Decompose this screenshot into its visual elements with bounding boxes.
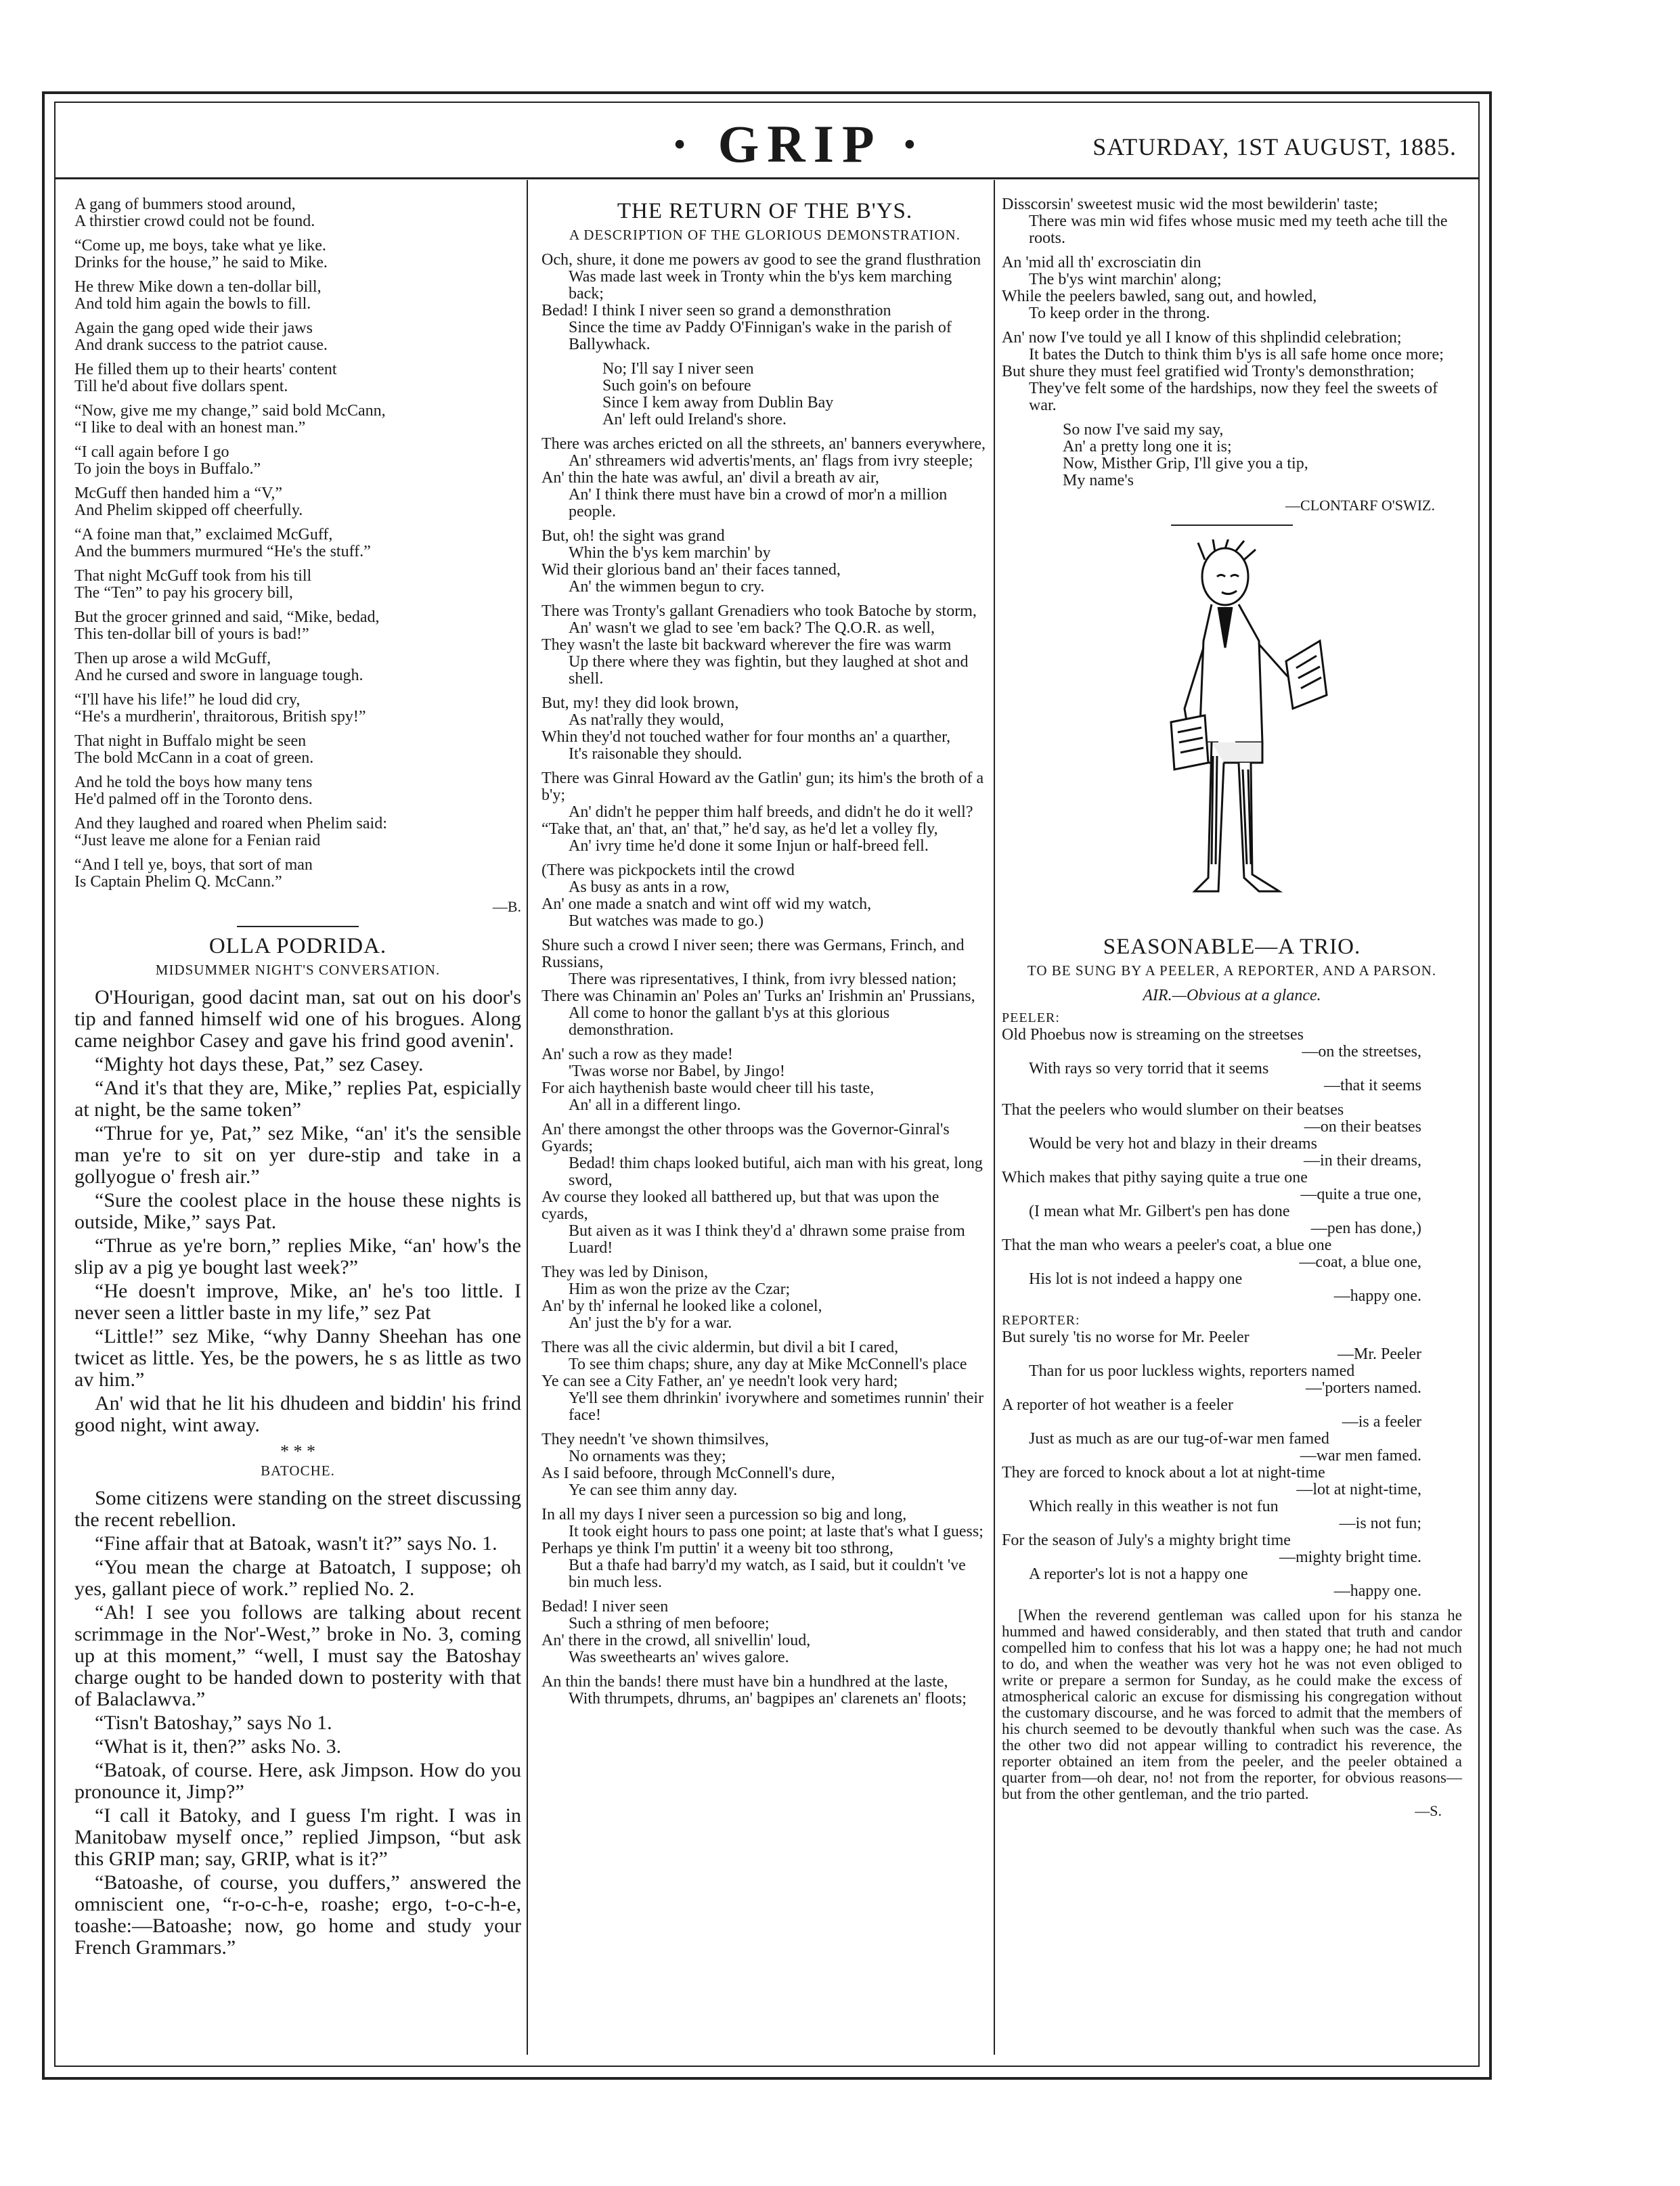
verse-line: —is not fun; (1339, 1515, 1421, 1532)
verse-line: An' wasn't we glad to see 'em back? The Q.O.R. as well, (569, 619, 935, 637)
verse-line: An' the wimmen begun to cry. (569, 578, 765, 596)
seasonable-trio-subheading: TO BE SUNG BY A PEELER, A REPORTER, AND A PARSON. (1027, 962, 1437, 979)
stanza (541, 695, 988, 763)
stanza (74, 650, 521, 684)
stanza (74, 403, 521, 437)
stanza (74, 568, 521, 602)
verse-line: There was all the civic aldermin, but divil a bit I cared, (541, 1339, 899, 1356)
verse-line: Bedad! thim chaps looked butiful, aich man with his great, long sword, (569, 1155, 983, 1189)
verse-line: —quite a true one, (1300, 1186, 1421, 1203)
reporter-verse (1002, 1329, 1462, 1600)
paragraph: “Little!” sez Mike, “why Danny Sheehan has one twicet as little. Yes, be the powers, he s as little as two av him.” (74, 1325, 521, 1391)
verse-line: There was ripresentatives, I think, from ivry blessed nation; (569, 971, 957, 988)
stanza (74, 196, 521, 230)
verse-line: A thirstier crowd could not be found. (74, 213, 315, 230)
stanza (541, 361, 988, 428)
verse-line: —war men famed. (1300, 1447, 1421, 1465)
verse-line: Than for us poor luckless wights, reporters named (1029, 1362, 1355, 1380)
verse-line: It bates the Dutch to think thim b'ys is all safe home once more; (1029, 346, 1444, 363)
verse-line: Just as much as are our tug-of-war men famed (1029, 1430, 1329, 1448)
verse-line: An' just the b'y for a war. (569, 1314, 732, 1332)
verse-line: “Come up, me boys, take what ye like. (74, 237, 326, 254)
verse-line: “Now, give me my change,” said bold McCann, (74, 402, 386, 420)
verse-line: Drinks for the house,” he said to Mike. (74, 254, 328, 271)
column-3 (1002, 196, 1462, 1819)
stanza (541, 603, 988, 688)
batoche-subheading: BATOCHE. (261, 1463, 335, 1479)
verse-line: That night in Buffalo might be seen (74, 732, 307, 750)
paragraph: O'Hourigan, good dacint man, sat out on his door's tip and fanned himself wid one of his brogues. Along came neighbor Casey and gave his frind good avenin'. (74, 986, 521, 1052)
stanza (74, 485, 521, 519)
verse-line: No ornaments was they; (569, 1448, 726, 1465)
verse-line: Perhaps ye think I'm puttin' it a weeny bit too sthrong, (541, 1540, 893, 1557)
return-of-boys-poem-continued (1002, 196, 1462, 489)
seasonable-trio-heading: SEASONABLE—A TRIO. (1103, 935, 1361, 959)
return-of-boys-heading: THE RETURN OF THE B'YS. (617, 199, 913, 223)
header-rule (54, 177, 1478, 179)
reporter-label: REPORTER: (1002, 1313, 1080, 1328)
masthead-title: · GRIP · (671, 114, 927, 173)
verse-line: The b'ys wint marchin' along; (1029, 271, 1222, 288)
verse-line: —happy one. (1333, 1582, 1421, 1600)
verse-line: —pen has done,) (1310, 1220, 1421, 1237)
stanza (541, 1507, 988, 1591)
verse-line: An 'mid all th' excrosciatin din (1002, 254, 1201, 271)
verse-line: To keep order in the throng. (1029, 305, 1210, 322)
verse-line: Bedad! I think I niver seen so grand a demonsthration (541, 302, 891, 319)
stanza (74, 733, 521, 767)
paragraph: “Thrue as ye're born,” replies Mike, “an' how's the slip av a pig ye bought last week?” (74, 1234, 521, 1278)
verse-line: To join the boys in Buffalo.” (74, 460, 261, 478)
verse-line: Old Phoebus now is streaming on the streetses (1002, 1026, 1304, 1044)
stanza (74, 816, 521, 849)
return-of-boys-subheading: A DESCRIPTION OF THE GLORIOUS DEMONSTRATION. (569, 227, 960, 243)
verse-line: —on the streetses, (1302, 1043, 1421, 1061)
verse-line: There was Ginral Howard av the Gatlin' gun; its him's the broth of a b'y; (541, 769, 984, 804)
clontarf-signature: —CLONTARF O'SWIZ. (1285, 497, 1435, 514)
midsummer-subheading: MIDSUMMER NIGHT'S CONVERSATION. (155, 962, 441, 978)
verse-line: Now, Misther Grip, I'll give you a tip, (1063, 455, 1308, 472)
verse-line: Whin they'd not touched wather for four months an' a quarther, (541, 728, 951, 746)
stanza (1002, 422, 1462, 489)
verse-line: —is a feeler (1342, 1413, 1421, 1431)
verse-line: Av course they looked all batthered up, but that was upon the cyards, (541, 1188, 940, 1223)
verse-line: Och, shure, it done me powers av good to see the grand flusthration (541, 251, 981, 269)
verse-line: The bold McCann in a coat of green. (74, 749, 314, 767)
stanza (541, 770, 988, 855)
verse-line: Ye'll see them dhrinkin' ivorywhere and sometimes runnin' their face! (569, 1389, 984, 1424)
verse-line: “I call again before I go (74, 443, 229, 461)
verse-line: —in their dreams, (1304, 1152, 1421, 1169)
verse-line: (There was pickpockets intil the crowd (541, 862, 795, 879)
parson-note: [When the reverend gentleman was called upon for his stanza he hummed and hawed considerably, and then stated that truth and candor compelled him to confess that his lot was a happy one; he had not much to do, and when the weather was very hot he was not even obliged to write or prepare a sermon for Sunday, as he could make the excess of atmospherical caloric an excuse for dismissing his congregation without the customary discourse, and he was forced to admit that the members of his church seemed to be devoutly thankful when such was the case. As the other two did not appear willing to contradict his reverence, the reporter obtained an item from the peeler, and the peeler obtained a quarter from—oh dear, no! not from the reporter, for obvious reasons—but from the other gentleman, and the trio parted. (1002, 1607, 1462, 1802)
stanza (74, 320, 521, 354)
section-divider-2 (1171, 525, 1293, 526)
stanza (1002, 330, 1462, 414)
paragraph: “Sure the coolest place in the house these nights is outside, Mike,” says Pat. (74, 1189, 521, 1233)
verse-line: An' a pretty long one it is; (1063, 438, 1232, 455)
column-rule-1 (527, 180, 528, 2055)
verse-line: Was sweethearts an' wives galore. (569, 1649, 789, 1666)
verse-line: And told him again the bowls to fill. (74, 295, 311, 313)
verse-line: With thrumpets, dhrums, an' bagpipes an' clarenets an' floots; (569, 1690, 967, 1708)
verse-line: They needn't 've shown thimsilves, (541, 1431, 769, 1448)
verse-line: “I like to deal with an honest man.” (74, 419, 306, 437)
verse-line: An thin the bands! there must have bin a hundhred at the laste, (541, 1673, 948, 1691)
stanza (541, 937, 988, 1039)
verse-line: Him as won the prize av the Czar; (569, 1280, 791, 1298)
verse-line: Wid their glorious band an' their faces tanned, (541, 561, 841, 579)
verse-line: And he told the boys how many tens (74, 774, 313, 791)
verse-line: 'Twas worse nor Babel, by Jingo! (569, 1063, 785, 1080)
verse-line: They was led by Dinison, (541, 1264, 708, 1281)
verse-line: An' such a row as they made! (541, 1046, 733, 1063)
paragraph: “And it's that they are, Mike,” replies Pat, espicially at night, be the same token” (74, 1077, 521, 1121)
stanza (541, 1121, 988, 1257)
verse-line: As nat'rally they would, (569, 711, 724, 729)
verse-line: An' now I've tould ye all I know of this shplindid celebration; (1002, 329, 1402, 347)
verse-line: Ye can see thim anny day. (569, 1481, 738, 1499)
column-1 (74, 196, 521, 1961)
verse-line: Was made last week in Tronty whin the b'ys kem marching back; (569, 268, 952, 303)
verse-line: As busy as ants in a row, (569, 878, 730, 896)
verse-line: For the season of July's a mighty bright time (1002, 1532, 1291, 1549)
stanza (1002, 1102, 1462, 1305)
verse-line: —on their beatses (1304, 1118, 1421, 1136)
verse-line: There was Tronty's gallant Grenadiers who took Batoche by storm, (541, 602, 977, 620)
verse-line: That night McGuff took from his till (74, 567, 312, 585)
note-signature: —S. (1415, 1802, 1442, 1819)
verse-line: —coat, a blue one, (1299, 1253, 1421, 1271)
verse-line: Then up arose a wild McGuff, (74, 650, 271, 667)
verse-line: There was arches ericted on all the sthreets, an' banners everywhere, (541, 435, 986, 453)
verse-line: Since the time av Paddy O'Finnigan's wake in the parish of Ballywhack. (569, 319, 952, 353)
olla-podrida-heading: OLLA PODRIDA. (208, 934, 387, 958)
stanza (1002, 196, 1462, 247)
verse-line: In all my days I niver seen a purcession so big and long, (541, 1506, 907, 1523)
stanza (541, 1431, 988, 1499)
paragraph: “He doesn't improve, Mike, an' he's too little. I never seen a littler baste in my life,” sez Pat (74, 1280, 521, 1324)
verse-line: And the bummers murmured “He's the stuff.” (74, 543, 371, 560)
verse-line: For aich haythenish baste would cheer till his taste, (541, 1079, 875, 1097)
verse-line: “And I tell ye, boys, that sort of man (74, 856, 313, 874)
verse-line: They wasn't the laste bit backward wherever the fire was warm (541, 636, 952, 654)
verse-line: An' one made a snatch and wint off wid my watch, (541, 895, 872, 913)
verse-line: Such a sthring of men befoore; (569, 1615, 770, 1632)
verse-line: Shure such a crowd I niver seen; there was Germans, Frinch, and Russians, (541, 937, 965, 971)
section-divider (237, 926, 359, 927)
stanza (74, 238, 521, 271)
verse-line: He threw Mike down a ten-dollar bill, (74, 278, 322, 296)
verse-line: McGuff then handed him a “V,” (74, 485, 283, 502)
paragraph: “Batoak, of course. Here, ask Jimpson. How do you pronounce it, Jimp?” (74, 1759, 521, 1803)
peeler-illustration (1124, 539, 1340, 918)
verse-line: Bedad! I niver seen (541, 1598, 669, 1615)
peeler-label: PEELER: (1002, 1010, 1060, 1025)
paragraph: “What is it, then?” asks No. 3. (95, 1735, 342, 1758)
verse-line: (I mean what Mr. Gilbert's pen has done (1029, 1203, 1290, 1220)
verse-line: A reporter of hot weather is a feeler (1002, 1396, 1233, 1414)
verse-line: Again the gang oped wide their jaws (74, 319, 313, 337)
verse-line: But watches was made to go.) (569, 912, 764, 930)
verse-line: And Phelim skipped off cheerfully. (74, 501, 303, 519)
stanza (74, 527, 521, 560)
verse-line: There was Chinamin an' Poles an' Turks an' Irishmin an' Prussians, (541, 987, 975, 1005)
verse-line: “Just leave me alone for a Fenian raid (74, 832, 321, 849)
verse-line: An' there amongst the other throops was the Governor-Ginral's Gyards; (541, 1121, 950, 1155)
verse-line: To see thim chaps; shure, any day at Mike McConnell's place (569, 1356, 967, 1373)
stanza (541, 528, 988, 596)
verse-line: So now I've said my say, (1063, 421, 1224, 439)
asterism: * * * (280, 1442, 315, 1461)
paragraph: “Ah! I see you follows are talking about recent scrimmage in the Nor'-West,” broke in No. 3, coming up at this moment,” “well, I must say the Batoshay charge ought to be handed down to posterity with that of Balaclawva.” (74, 1601, 521, 1710)
verse-line: They are forced to knock about a lot at night-time (1002, 1464, 1325, 1481)
verse-line: It's raisonable they should. (569, 745, 743, 763)
paragraph: “Tisn't Batoshay,” says No 1. (95, 1712, 332, 1734)
verse-line: “A foine man that,” exclaimed McGuff, (74, 526, 333, 543)
verse-line: He filled them up to their hearts' content (74, 361, 337, 378)
verse-line: And drank success to the patriot cause. (74, 336, 328, 354)
verse-line: An' ivry time he'd done it some Injun or half-breed fell. (569, 837, 929, 855)
verse-line: Till he'd about five dollars spent. (74, 378, 288, 395)
stanza (74, 444, 521, 478)
stanza (541, 1674, 988, 1708)
verse-line: With rays so very torrid that it seems (1029, 1060, 1269, 1077)
verse-line: Which really in this weather is not fun (1029, 1498, 1279, 1515)
verse-line: This ten-dollar bill of yours is bad!” (74, 625, 309, 643)
verse-line: But aiven as it was I think they'd a' dhrawn some praise from Luard! (569, 1222, 965, 1257)
verse-line: But a thafe had barry'd my watch, as I said, but it couldn't 've bin much less. (569, 1557, 966, 1591)
verse-line: A gang of bummers stood around, (74, 196, 296, 213)
air-line: AIR.—Obvious at a glance. (1143, 987, 1321, 1004)
paragraph: Some citizens were standing on the street discussing the recent rebellion. (74, 1487, 521, 1531)
verse-line: Would be very hot and blazy in their dreams (1029, 1135, 1317, 1153)
midsummer-conversation (74, 987, 521, 1436)
bummers-poem (74, 196, 521, 891)
stanza (541, 862, 988, 930)
paragraph: “You mean the charge at Batoatch, I suppose; oh yes, gallant piece of work.” replied No. 2. (74, 1556, 521, 1600)
verse-line: “He's a murdherin', thraitorous, British spy!” (74, 708, 366, 726)
verse-line: Since I kem away from Dublin Bay (602, 394, 834, 411)
verse-line: They've felt some of the hardships, now they feel the sweets of war. (1029, 380, 1438, 414)
verse-line: An' left ould Ireland's shore. (602, 411, 787, 428)
verse-line: Is Captain Phelim Q. McCann.” (74, 873, 282, 891)
paragraph: “Mighty hot days these, Pat,” sez Casey. (95, 1053, 424, 1075)
verse-line: Disscorsin' sweetest music wid the most bewilderin' taste; (1002, 196, 1378, 213)
stanza (1002, 1027, 1462, 1094)
verse-line: An' all in a different lingo. (569, 1096, 741, 1114)
verse-line: But the grocer grinned and said, “Mike, bedad, (74, 608, 380, 626)
stanza (74, 774, 521, 808)
stanza (74, 692, 521, 726)
verse-line: He'd palmed off in the Toronto dens. (74, 790, 313, 808)
stanza (541, 252, 988, 353)
paragraph: “Batoashe, of course, you duffers,” answered the omniscient one, “r-o-c-h-e, roashe; ergo, t-o-c-h-e, toashe:—Batoashe; now, go home and study your French Grammars.” (74, 1871, 521, 1959)
verse-line: All come to honor the gallant b'ys at this glorious demonsthration. (569, 1004, 890, 1039)
verse-line: But shure they must feel gratified wid Tronty's demonsthration; (1002, 363, 1415, 380)
verse-line: It took eight hours to pass one point; at laste that's what I guess; (569, 1523, 983, 1540)
return-of-boys-poem (541, 252, 988, 1708)
stanza (74, 279, 521, 313)
stanza (74, 609, 521, 643)
verse-line: While the peelers bawled, sang out, and howled, (1002, 288, 1317, 305)
stanza (74, 857, 521, 891)
verse-line: Up there where they was fightin, but they laughed at shot and shell. (569, 653, 969, 688)
verse-line: My name's (1063, 472, 1134, 489)
issue-date: SATURDAY, 1ST AUGUST, 1885. (1092, 133, 1457, 160)
poem-signature: —B. (492, 898, 521, 915)
verse-line: An' didn't he pepper thim half breeds, and didn't he do it well? (569, 803, 973, 821)
verse-line: “I'll have his life!” he loud did cry, (74, 691, 301, 709)
verse-line: An' sthreamers wid advertis'ments, an' flags from ivry steeple; (569, 452, 973, 470)
verse-line: That the peelers who would slumber on their beatses (1002, 1101, 1344, 1119)
peeler-verse (1002, 1027, 1462, 1305)
stanza (1002, 254, 1462, 322)
verse-line: —Mr. Peeler (1338, 1345, 1421, 1363)
paragraph: “I call it Batoky, and I guess I'm right. I was in Manitobaw myself once,” replied Jimpson, “but ask this GRIP man; say, GRIP, what is it?” (74, 1804, 521, 1870)
batoche-story (74, 1488, 521, 1959)
verse-line: Which makes that pithy saying quite a true one (1002, 1169, 1308, 1186)
verse-line: That the man who wears a peeler's coat, a blue one (1002, 1236, 1332, 1254)
verse-line: No; I'll say I niver seen (602, 360, 754, 378)
verse-line: Ye can see a City Father, an' ye needn't look very hard; (541, 1373, 898, 1390)
stanza (541, 436, 988, 520)
column-2 (541, 196, 988, 1715)
verse-line: An' I think there must have bin a crowd of mor'n a million people. (569, 486, 948, 520)
verse-line: The “Ten” to pay his grocery bill, (74, 584, 293, 602)
verse-line: As I said befoore, through McConnell's dure, (541, 1465, 835, 1482)
verse-line: —mighty bright time. (1279, 1548, 1421, 1566)
verse-line: And they laughed and roared when Phelim said: (74, 815, 387, 832)
stanza (541, 1599, 988, 1666)
verse-line: And he cursed and swore in language tough. (74, 667, 363, 684)
verse-line: But surely 'tis no worse for Mr. Peeler (1002, 1329, 1250, 1346)
stanza (541, 1264, 988, 1332)
verse-line: —lot at night-time, (1296, 1481, 1421, 1498)
column-rule-2 (994, 180, 995, 2055)
verse-line: An' thin the hate was awful, an' divil a breath av air, (541, 469, 879, 487)
verse-line: —that it seems (1324, 1077, 1421, 1094)
stanza (541, 1046, 988, 1114)
verse-line: His lot is not indeed a happy one (1029, 1270, 1243, 1288)
verse-line: Such goin's on befoure (602, 377, 751, 395)
verse-line: An' by th' infernal he looked like a colonel, (541, 1297, 822, 1315)
verse-line: A reporter's lot is not a happy one (1029, 1565, 1248, 1583)
verse-line: —'porters named. (1306, 1379, 1421, 1397)
stanza (74, 361, 521, 395)
paragraph: “Thrue for ye, Pat,” sez Mike, “an' it's the sensible man ye're to sit on yer dure-stip and take in a gollyogue o' fresh air.” (74, 1122, 521, 1188)
verse-line: There was min wid fifes whose music med my teeth ache till the roots. (1029, 213, 1448, 247)
verse-line: An' there in the crowd, all snivellin' loud, (541, 1632, 811, 1649)
paragraph: An' wid that he lit his dhudeen and biddin' his frind good night, wint away. (74, 1392, 521, 1436)
verse-line: —happy one. (1333, 1287, 1421, 1305)
verse-line: But, my! they did look brown, (541, 694, 739, 712)
paragraph: “Fine affair that at Batoak, wasn't it?” says No. 1. (95, 1532, 498, 1555)
verse-line: Whin the b'ys kem marchin' by (569, 544, 771, 562)
stanza (541, 1339, 988, 1424)
verse-line: But, oh! the sight was grand (541, 527, 725, 545)
verse-line: “Take that, an' that, an' that,” he'd say, as he'd let a volley fly, (541, 820, 938, 838)
